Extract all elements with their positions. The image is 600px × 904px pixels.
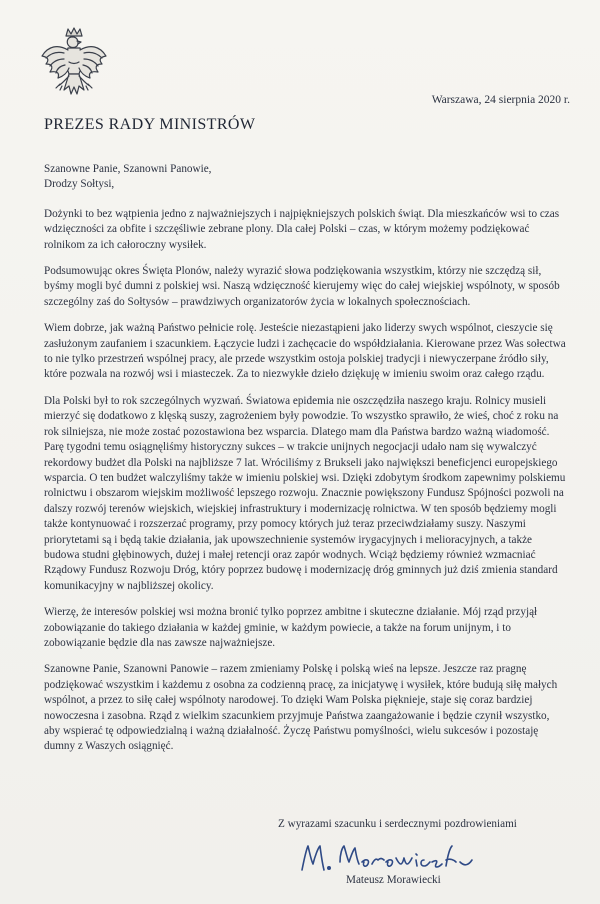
paragraph: Wiem dobrze, jak ważną Państwo pełnicie rolę. Jesteście niezastąpieni jako liderzy swych wspólnot, cieszycie się zasłużonym zaufaniem i szacunkiem. Łączycie ludzi i zachęcacie do współdziałania. Kierowane przez Was sołectwa to nie tylko przestrzeń wspólnej pracy, ale przede wszystkim ostoja polskiej tradycji i niewyczerpane źródło siły, które pozwala na rozwój wsi i miasteczek. Za to niezwykłe dzieło dziękuję w imieniu swoim oraz całego rządu. (44, 322, 566, 381)
salutation-line: Drodzy Sołtysi, (44, 178, 115, 191)
paragraph: Podsumowując okres Święta Plonów, należy wyrazić słowa podziękowania wszystkim, którzy nie szczędzą sił, byśmy mogli być dumni z polskiej wsi. Naszą wdzięczność kierujemy więc do całej wiejskiej wspólnoty, w sposób szczególny zaś do Sołtysów – prawdziwych organizatorów życia w lokalnych społecznościach. (44, 265, 560, 308)
salutation (44, 162, 568, 193)
signer-name: Mateusz Morawiecki (346, 874, 441, 886)
closing-line: Z wyrazami szacunku i serdecznymi pozdrowieniami (278, 818, 517, 830)
handwritten-signature (296, 840, 516, 874)
salutation-line: Szanowne Panie, Szanowni Panowie, (44, 163, 212, 175)
polish-eagle-emblem-icon (38, 26, 110, 108)
office-title: PREZES RADY MINISTRÓW (44, 116, 256, 133)
letter-date: Warszawa, 24 sierpnia 2020 r. (431, 94, 570, 106)
paragraph: Dożynki to bez wątpienia jedno z najważniejszych i najpiękniejszych polskich świąt. Dla mieszkańców wsi to czas wdzięczności za obfite i szczęśliwie zebrane plony. Dla całej Polski – czas, w którym możemy podziękować rolnikom za ich całoroczny wysiłek. (44, 207, 560, 251)
paragraph: Dla Polski był to rok szczególnych wyzwań. Światowa epidemia nie oszczędziła naszego kraju. Rolnicy musieli mierzyć się dodatkowo z klęską suszy, zagrożeniem były powodzie. To wszystko sprawiło, że wieś, choć z roku na rok silniejsza, nie może zostać pozostawiona bez wsparcia. Dlatego mam dla Państwa bardzo ważną wiadomość. Parę tygodni temu osiągnęliśmy historyczny sukces – w trakcie unijnych negocjacji udało nam się wywalczyć rekordowy budżet dla Polski na najbliższe 7 lat. Wróciliśmy z Brukseli jako największi beneficjenci europejskiego wsparcia. O ten budżet walczyliśmy także w imieniu polskiej wsi. Dzięki zdobytym środkom zapewnimy polskiemu rolnictwu i obszarom wiejskim możliwość lepszego rozwoju. Znacznie powiększony Fundusz Spójności pozwoli na dalszy rozwój terenów wiejskich, wiejskiej infrastruktury i modernizację rolnictwa. W ten sposób będziemy mogli także kontynuować i rozszerzać programy, przy pomocy których już teraz przeciwdziałamy suszy. Naszymi priorytetami są i będą takie działania, jak upowszechnienie systemów irygacyjnych i melioracyjnych, a także budowa studni głębinowych, dużej i małej retencji oraz zapór wodnych. Wciąż będziemy również wzmacniać Rządowy Fundusz Rozwoju Dróg, który poprzez budowę i modernizację dróg gminnych już dziś zmienia standard komunikacyjny w najbliższej okolicy. (44, 394, 566, 592)
paragraph: Szanowne Panie, Szanowni Panowie – razem zmieniamy Polskę i polską wieś na lepsze. Jeszcze raz pragnę podziękować wszystkim i każdemu z osobna za codzienną pracę, za inicjatywę i wysiłek, które budują siłę małych wspólnot, a przez to siłę całej wspólnoty narodowej. To dzięki Wam Polska pięknieje, staje się coraz bardziej nowoczesna i zasobna. Rząd z wielkim szacunkiem przyjmuje Państwa zaangażowanie i będzie czynił wszystko, aby wspierać tę odpowiedzialną i ważną działalność. Życzę Państwu pomyślności, wielu sukcesów i pozostaję dumny z Waszych osiągnięć. (44, 663, 558, 753)
letter-body (44, 162, 568, 766)
paragraph: Wierzę, że interesów polskiej wsi można bronić tylko poprzez ambitne i skuteczne działanie. Mój rząd przyjął zobowiązanie do takiego działania w każdej gminie, w każdym powiecie, a także na forum unijnym, i to zobowiązanie będzie dla nas zawsze najważniejsze. (44, 606, 538, 649)
